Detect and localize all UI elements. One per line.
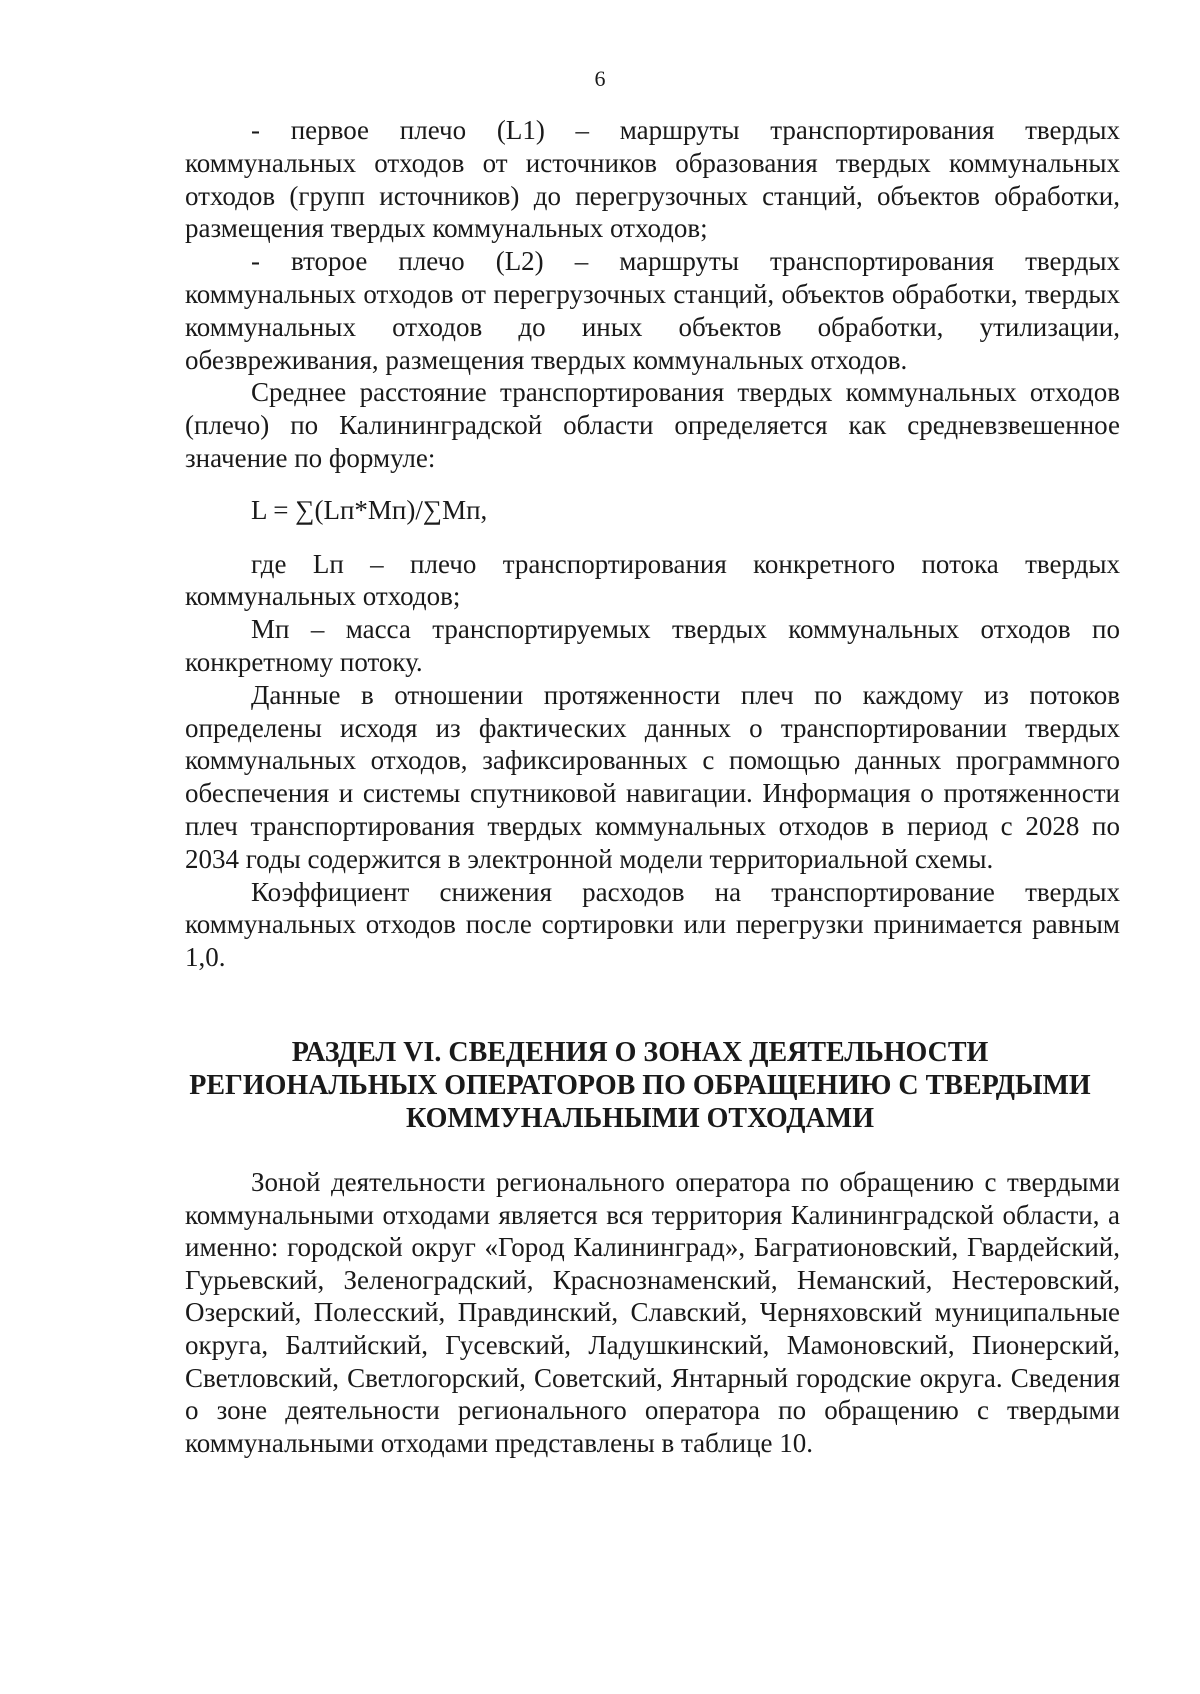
paragraph-where-lp: где Lп – плечо транспортирования конкретного потока твердых коммунальных отходов; bbox=[185, 548, 1120, 612]
formula: L = ∑(Lп*Mп)/∑Mп, bbox=[251, 494, 488, 525]
body-text-upper bbox=[185, 114, 1120, 974]
paragraph-first-leg: - первое плечо (L1) – маршруты транспортирования твердых коммунальных отходов от источников образования твердых коммунальных отходов (групп источников) до перегрузочных станций, объектов обработки, размещения твердых коммунальных отходов; bbox=[185, 115, 1120, 244]
page-number: 6 bbox=[594, 66, 606, 91]
section-heading-line: КОММУНАЛЬНЫМИ ОТХОДАМИ bbox=[406, 1103, 874, 1134]
section-heading bbox=[160, 1036, 1120, 1135]
section-heading-line: РАЗДЕЛ VI. СВЕДЕНИЯ О ЗОНАХ ДЕЯТЕЛЬНОСТИ bbox=[291, 1037, 989, 1068]
paragraph-data-source: Данные в отношении протяженности плеч по каждому из потоков определены исходя из фактических данных о транспортировании твердых коммунальных отходов, зафиксированных с помощью данных программного обеспечения и системы спутниковой навигации. Информация о протяженности плеч транспортирования твердых коммунальных отходов в период с 2028 по 2034 годы содержится в электронной модели территориальной схемы. bbox=[185, 679, 1120, 874]
paragraph-average-distance: Среднее расстояние транспортирования твердых коммунальных отходов (плечо) по Калининградской области определяется как средневзвешенное значение по формуле: bbox=[185, 377, 1120, 473]
paragraph-operator-zone: Зоной деятельности регионального оператора по обращению с твердыми коммунальными отходами является вся территория Калининградской области, а именно: городской округ «Город Калининград», Багратионовский, Гвардейский, Гурьевский, Зеленоградский, Краснознаменский, Неманский, Нестеровский, Озерский, Полесский, Правдинский, Славский, Черняховский муниципальные округа, Балтийский, Гусевский, Ладушкинский, Мамоновский, Пионерский, Светловский, Светлогорский, Советский, Янтарный городские округа. Сведения о зоне деятельности регионального оператора по обращению с твердыми коммунальными отходами представлены в таблице 10. bbox=[185, 1167, 1120, 1458]
paragraph-mp: Mп – масса транспортируемых твердых коммунальных отходов по конкретному потоку. bbox=[185, 614, 1120, 677]
paragraph-second-leg: - второе плечо (L2) – маршруты транспортирования твердых коммунальных отходов от перегрузочных станций, объектов обработки, твердых коммунальных отходов до иных объектов обработки, утилизации, обезвреживания, размещения твердых коммунальных отходов. bbox=[185, 246, 1120, 375]
section-heading-line: РЕГИОНАЛЬНЫХ ОПЕРАТОРОВ ПО ОБРАЩЕНИЮ С ТВЕРДЫМИ bbox=[189, 1070, 1091, 1101]
paragraph-coefficient: Коэффициент снижения расходов на транспортирование твердых коммунальных отходов после сортировки или перегрузки принимается равным 1,0. bbox=[185, 876, 1120, 973]
body-text-lower bbox=[185, 1166, 1120, 1459]
